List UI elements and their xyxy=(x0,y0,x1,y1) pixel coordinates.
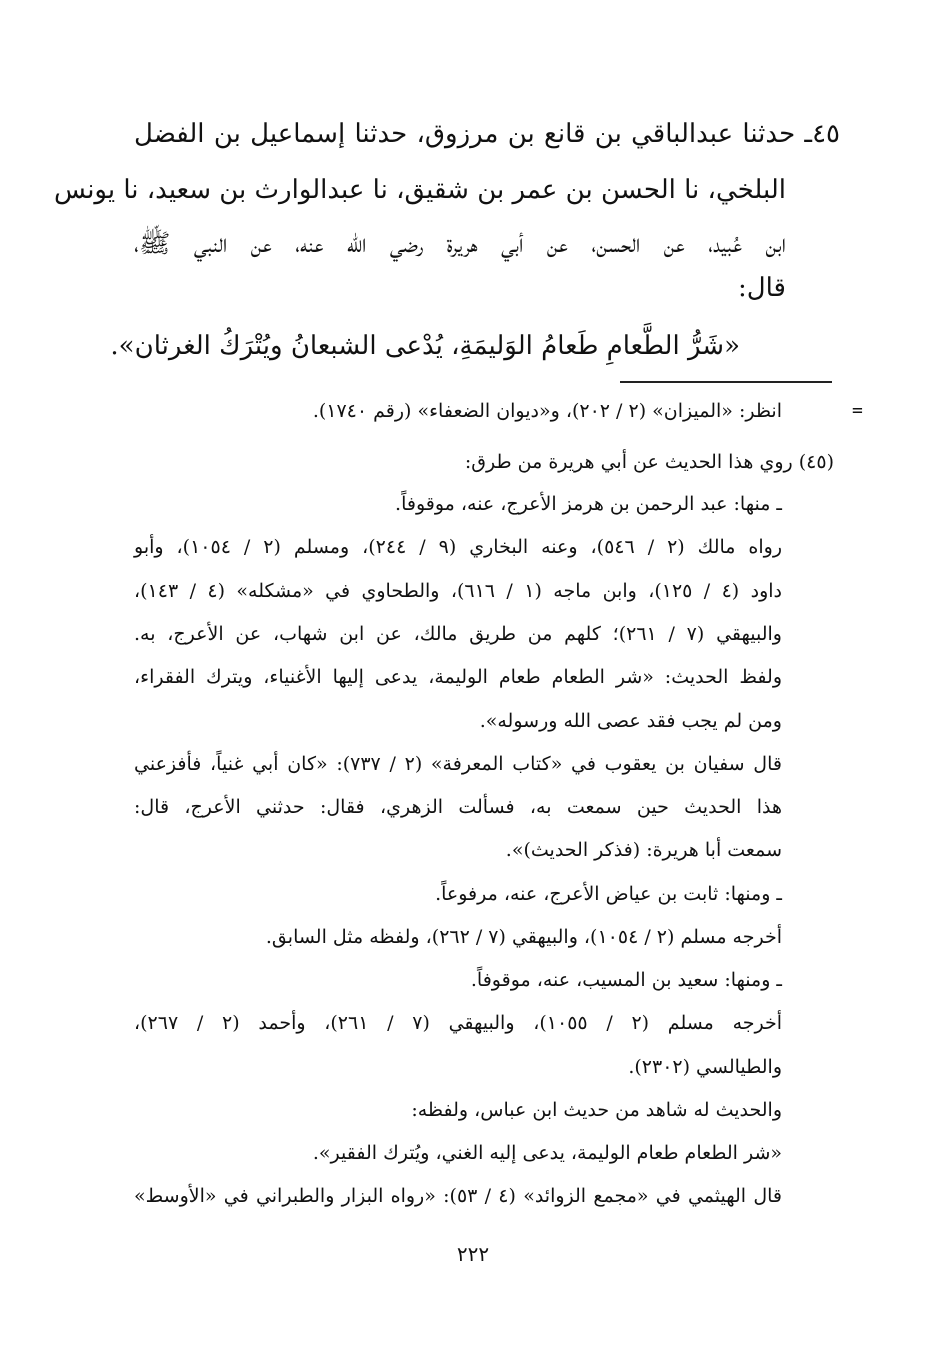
footnote-line: والحديث له شاهد من حديث ابن عباس، ولفظه: xyxy=(411,1099,782,1121)
footnote-line: رواه مالك (٢ / ٥٤٦)، وعنه البخاري (٩ / ٢٤٤)، ومسلم (٢ / ١٠٥٤)، وأبو xyxy=(134,536,783,558)
footnote-line: ـ ومنها: ثابت بن عياض الأعرج، عنه، مرفوعاً. xyxy=(435,883,782,905)
footnote-line: ومن لم يجب فقد عصى الله ورسوله». xyxy=(479,710,782,732)
margin-mark: = xyxy=(852,400,863,421)
footnote-line: «شر الطعام طعام الوليمة، يدعى إليه الغني، ويُترك الفقير». xyxy=(312,1142,782,1164)
footnote-line: والطيالسي (٢٣٠٢). xyxy=(628,1056,782,1078)
footnote-line: داود (٤ / ١٢٥)، وابن ماجه (١ / ٦١٦)، والطحاوي في «مشكله» (٤ / ١٤٣)، xyxy=(134,580,782,602)
main-text-line: البلخي، نا الحسن بن عمر بن شقيق، نا عبدالوارث بن سعيد، نا يونس xyxy=(54,175,786,205)
footnote-line: ولفظ الحديث: «شر الطعام طعام الوليمة، يدعى إليها الأغنياء، ويترك الفقراء، xyxy=(134,666,782,688)
footnote-line: قال الهيثمي في «مجمع الزوائد» (٤ / ٥٣): «رواه البزار والطبراني في «الأوسط» xyxy=(134,1185,783,1207)
footnote-line: قال سفيان بن يعقوب في «كتاب المعرفة» (٢ / ٧٣٧): «كان أبي غنياً، فأفزعني xyxy=(134,753,782,775)
footnote-line: سمعت أبا هريرة: (فذكر الحديث)». xyxy=(505,839,782,861)
main-text-line: قال: xyxy=(737,273,786,303)
footnote-line: هذا الحديث حين سمعت به، فسألت الزهري، فقال: حدثني الأعرج، قال: xyxy=(134,796,782,818)
footnote-line: أخرجه مسلم (٢ / ١٠٥٤)، والبيهقي (٧ / ٢٦٢)، ولفظه مثل السابق. xyxy=(265,926,782,948)
footnote-line: انظر: «الميزان» (٢ / ٢٠٢)، و«ديوان الضعفاء» (رقم ١٧٤٠). xyxy=(312,400,782,422)
footnote-separator xyxy=(620,381,832,383)
footnote-line: (٤٥) روي هذا الحديث عن أبي هريرة من طرق: xyxy=(464,451,834,473)
footnote-line: أخرجه مسلم (٢ / ١٠٥٥)، والبيهقي (٧ / ٢٦١)، وأحمد (٢ / ٢٦٧)، xyxy=(134,1012,783,1034)
page-number: ٢٢٢ xyxy=(456,1242,490,1266)
main-text-quote: «شَرُّ الطَّعامِ طَعامُ الوَليمَةِ، يُدْعى الشبعانُ ويُتْرَكُ الغرثان». xyxy=(110,331,740,361)
main-text-line: ابن عُبيد، عن الحسن، عن أبي هريرة رضي الله عنه، عن النبي ﷺ، xyxy=(134,229,786,259)
main-text-line: ٤٥ـ حدثنا عبدالباقي بن قانع بن مرزوق، حدثنا إسماعيل بن الفضل xyxy=(134,119,840,149)
footnote-line: والبيهقي (٧ / ٢٦١)؛ كلهم من طريق مالك، عن ابن شهاب، عن الأعرج، به. xyxy=(134,623,782,645)
footnote-line: ـ منها: عبد الرحمن بن هرمز الأعرج، عنه، موقوفاً. xyxy=(395,493,782,515)
footnote-line: ـ ومنها: سعيد بن المسيب، عنه، موقوفاً. xyxy=(470,969,782,991)
